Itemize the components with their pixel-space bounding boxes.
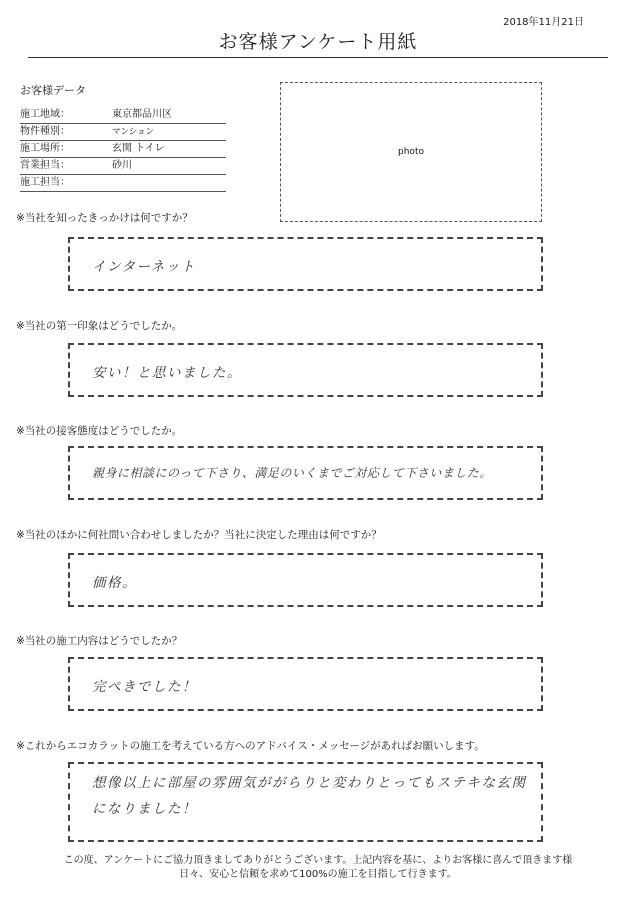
answer-6: 想像以上に部屋の雰囲気ががらりと変わりとってもステキな玄関になりました！ — [92, 775, 527, 817]
customer-data-heading: お客様データ — [20, 84, 86, 97]
customer-label: 施工担当： — [20, 177, 70, 188]
survey-date: 2018年11月21日 — [503, 17, 584, 28]
question-4: ※当社のほかに何社問い合わせしましたか？当社に決定した理由は何ですか？ — [16, 529, 382, 541]
answer-box-6 — [68, 762, 543, 842]
customer-row-property — [20, 124, 226, 141]
answer-3: 親身に相談にのって下さり、満足のいくまでご対応して下さいました。 — [92, 466, 492, 480]
customer-label: 物件種別： — [20, 126, 70, 137]
footer-message — [20, 854, 616, 882]
answer-2: 安い！と思いました。 — [92, 365, 242, 381]
answer-box-1 — [68, 237, 543, 291]
answer-box-3 — [68, 446, 543, 500]
customer-row-location — [20, 141, 226, 158]
customer-row-area — [20, 107, 226, 124]
customer-label: 営業担当： — [20, 160, 70, 171]
page-title: お客様アンケート用紙 — [28, 27, 608, 58]
customer-label: 施工場所： — [20, 143, 70, 154]
customer-data-table — [20, 107, 226, 192]
customer-value: 東京都品川区 — [112, 109, 172, 120]
customer-value: 玄関 トイレ — [112, 143, 165, 154]
answer-box-2 — [68, 343, 543, 397]
answer-box-4 — [68, 553, 543, 607]
answer-5: 完ぺきでした！ — [92, 679, 197, 695]
customer-row-sales — [20, 158, 226, 175]
question-2: ※当社の第一印象はどうでしたか。 — [16, 320, 183, 332]
customer-label: 施工地域： — [20, 109, 70, 120]
customer-value: 砂川 — [112, 160, 132, 171]
customer-row-construction — [20, 175, 226, 192]
question-6: ※これからエコカラットの施工を考えている方へのアドバイス・メッセージがあればお願いします。 — [16, 740, 485, 752]
footer-line-1: この度、アンケートにご協力頂きましてありがとうございます。上記内容を基に、よりお客様に喜んで頂きます様 — [63, 855, 573, 866]
customer-value — [102, 175, 226, 191]
photo-placeholder — [280, 82, 542, 222]
footer-line-2: 日々、安心と信頼を求めて100%の施工を目指して行きます。 — [179, 869, 457, 880]
photo-label: photo — [398, 147, 424, 157]
answer-4: 価格。 — [92, 575, 137, 591]
answer-box-5 — [68, 657, 543, 711]
answer-1: インターネット — [92, 259, 196, 275]
customer-value: マンション — [112, 127, 155, 137]
question-3: ※当社の接客態度はどうでしたか。 — [16, 425, 183, 437]
question-1: ※当社を知ったきっかけは何ですか？ — [16, 212, 193, 224]
question-5: ※当社の施工内容はどうでしたか？ — [16, 635, 183, 647]
